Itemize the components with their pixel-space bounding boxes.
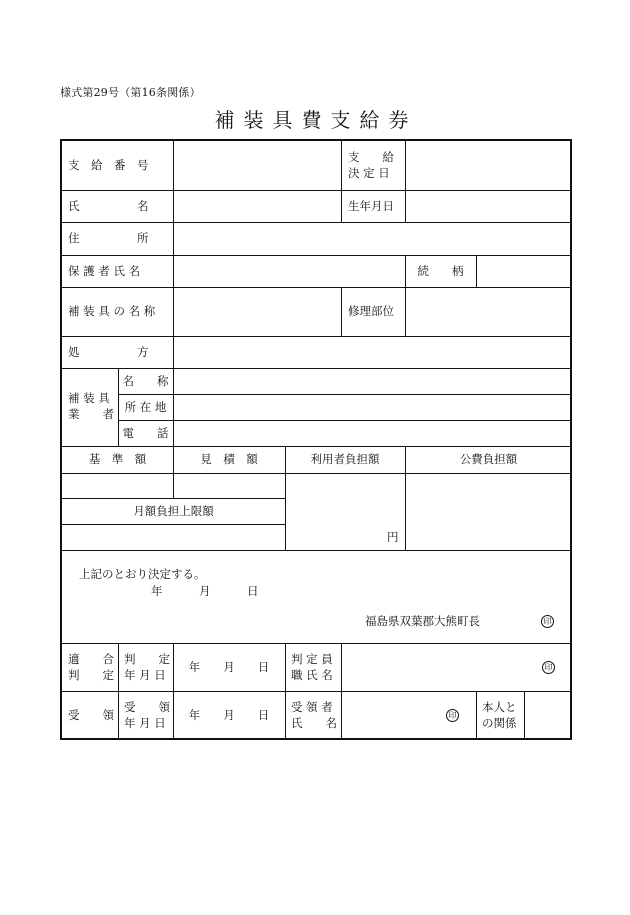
form-number: 様式第29号（第16条関係）: [60, 86, 201, 99]
payment-number-label: 支 給 番 号: [68, 158, 149, 172]
column-divider: [118, 643, 119, 740]
receiver-label-line2: 氏 名: [291, 716, 337, 730]
receipt-date-value: 年 月 日: [188, 708, 270, 722]
row-divider: [62, 336, 572, 337]
repair-part-label: 修理部位: [348, 304, 394, 318]
name-label: 氏 名: [68, 199, 149, 213]
provider-label-line2: 業 者: [68, 407, 114, 421]
conformity-label-line1: 適 合: [68, 652, 114, 666]
column-divider: [341, 141, 342, 222]
column-divider: [173, 141, 174, 368]
relationship-label: 続 柄: [417, 264, 464, 278]
prescription-label: 処 方: [68, 345, 149, 359]
decision-day: 日: [247, 584, 259, 598]
monthly-cap-label: 月額負担上限額: [133, 504, 214, 518]
user-burden-header: 利用者負担額: [310, 452, 380, 466]
estimate-amount-header: 見 積 額: [200, 452, 258, 466]
column-divider: [405, 287, 406, 336]
standard-amount-header: 基 準 額: [88, 452, 147, 466]
row-divider: [62, 368, 572, 369]
row-divider: [62, 446, 572, 447]
column-divider: [285, 643, 286, 740]
provider-location-label: 所 在 地: [124, 400, 167, 414]
public-burden-header: 公費負担額: [459, 452, 518, 466]
column-divider: [405, 141, 406, 222]
yen-unit: 円: [387, 530, 399, 544]
row-divider: [62, 498, 285, 499]
row-divider: [62, 691, 572, 692]
judge-label-line1: 判 定 員: [291, 652, 333, 666]
address-label: 住 所: [68, 231, 149, 245]
relation-label-line1: 本人と: [482, 700, 517, 714]
row-divider: [62, 643, 572, 644]
decision-year: 年: [151, 584, 163, 598]
relation-label-line2: の関係: [482, 716, 517, 730]
voucher-form-table: [60, 139, 572, 740]
column-divider: [341, 643, 342, 740]
row-divider: [62, 524, 285, 525]
row-divider: [118, 394, 572, 395]
column-divider: [173, 643, 174, 740]
device-name-label: 補 装 具 の 名 称: [68, 304, 156, 318]
judgement-date-label-line1: 判 定: [124, 652, 170, 666]
decision-statement: 上記のとおり決定する。: [79, 567, 206, 581]
form-title: 補装具費支給券: [214, 108, 418, 132]
row-divider: [62, 255, 572, 256]
provider-name-label: 名 称: [122, 374, 169, 388]
row-divider: [62, 550, 572, 551]
column-divider: [173, 368, 174, 446]
column-divider: [476, 255, 477, 287]
issuing-authority: 福島県双葉郡大熊町長: [365, 614, 480, 628]
row-divider: [62, 190, 572, 191]
judge-label-line2: 職 氏 名: [291, 668, 333, 682]
decision-date-label-line2: 決 定 日: [348, 166, 390, 180]
judgement-date-label-line2: 年 月 日: [124, 668, 166, 682]
decision-month: 月: [199, 584, 211, 598]
provider-label-line1: 補 装 具: [68, 391, 110, 405]
authority-seal-mark: 印: [541, 615, 554, 628]
decision-date-label-line1: 支 給: [348, 150, 394, 164]
provider-phone-label: 電 話: [122, 426, 169, 440]
row-divider: [62, 222, 572, 223]
receipt-label: 受 領: [68, 708, 114, 722]
receipt-date-label-line2: 年 月 日: [124, 716, 166, 730]
receipt-date-label-line1: 受 領: [124, 700, 170, 714]
row-divider: [62, 473, 572, 474]
column-divider: [476, 691, 477, 740]
conformity-label-line2: 判 定: [68, 668, 114, 682]
birth-date-label: 生年月日: [348, 199, 394, 213]
receiver-seal-mark: 印: [446, 709, 459, 722]
judgement-date-value: 年 月 日: [188, 660, 270, 674]
receiver-label-line1: 受 領 者: [291, 700, 333, 714]
row-divider: [118, 420, 572, 421]
column-divider: [524, 691, 525, 740]
guardian-name-label: 保 護 者 氏 名: [68, 264, 141, 278]
judge-seal-mark: 印: [542, 661, 555, 674]
row-divider: [62, 287, 572, 288]
column-divider: [341, 287, 342, 336]
